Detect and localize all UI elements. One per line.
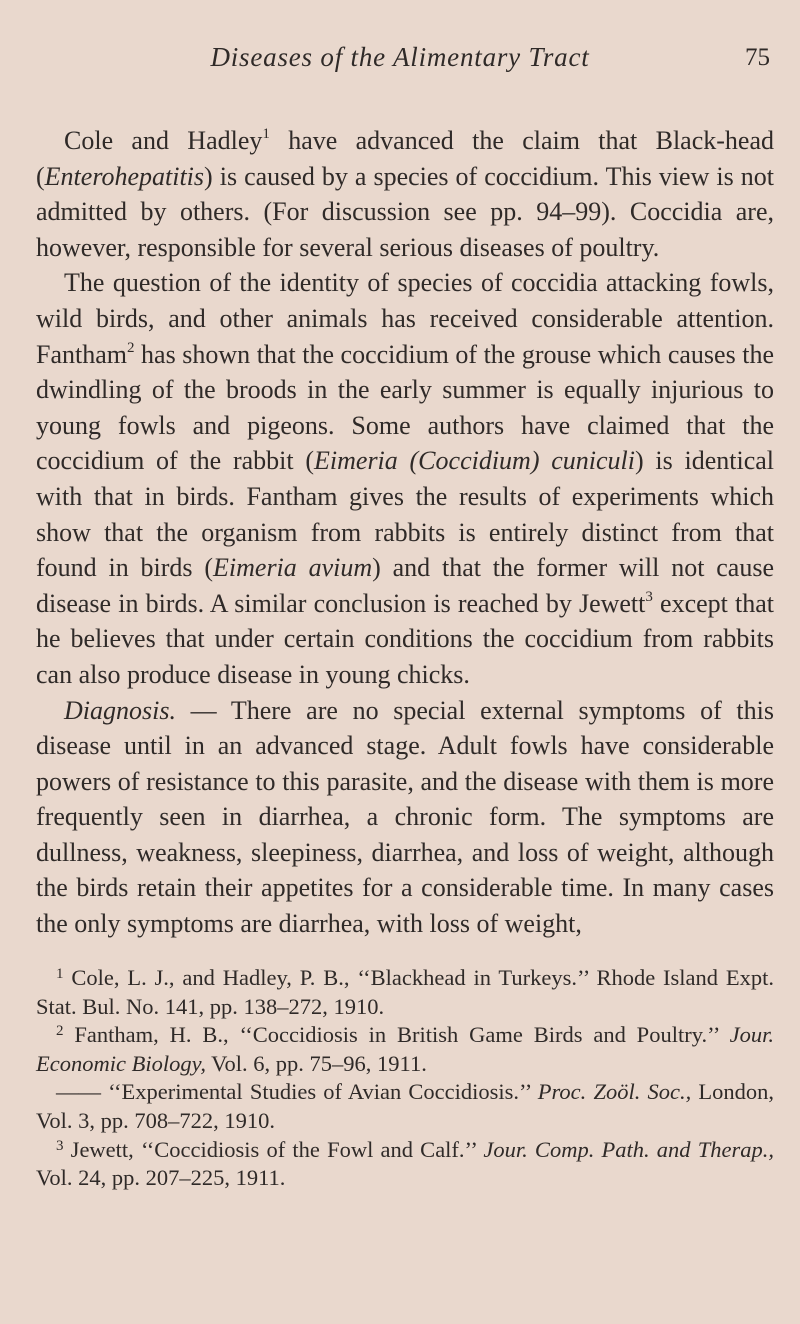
italic-citation: Jour. Economic Biology, bbox=[36, 1022, 774, 1076]
footnote-mark: 2 bbox=[56, 1023, 64, 1040]
paragraph-species-identity bbox=[36, 265, 774, 692]
text-run: The question of the identity of species of coccidia attacking fowls, wild birds, and other animals has received considerable attention. Fantham bbox=[36, 268, 774, 369]
body-text bbox=[36, 123, 774, 942]
text-run: except that he believes that under certain conditions the coccidium from rabbits can also produce disease in young chicks. bbox=[36, 588, 774, 689]
text-run: Fantham, H. B., ‘‘Coccidiosis in British Game Birds and Poultry.’’ bbox=[63, 1022, 730, 1048]
text-run: has shown that the coccidium of the grouse which causes the dwindling of the broods in the early summer is equally injurious to young fowls and pigeons. Some authors have claimed that the coccidium of the rabbit ( bbox=[36, 339, 774, 476]
text-run: Cole and Hadley bbox=[64, 126, 263, 155]
running-head bbox=[0, 42, 800, 82]
footnote-2-continued bbox=[36, 1078, 774, 1135]
page-number: 75 bbox=[745, 44, 770, 71]
footnote-ref-1: 1 bbox=[262, 126, 270, 142]
footnote-mark: 3 bbox=[56, 1137, 64, 1154]
footnote-3 bbox=[36, 1136, 774, 1193]
text-run: Jewett, ‘‘Coccidiosis of the Fowl and Calf.’’ bbox=[63, 1136, 484, 1162]
paragraph-blackhead bbox=[36, 123, 774, 265]
footnotes bbox=[36, 964, 774, 1193]
italic-term: Eimeria avium bbox=[213, 553, 373, 583]
running-title: Diseases of the Alimentary Tract bbox=[210, 42, 590, 72]
text-run: Vol. 6, pp. 75–96, 1911. bbox=[205, 1050, 427, 1076]
italic-citation: Jour. Comp. Path. and Therap., bbox=[483, 1136, 774, 1162]
footnote-mark: 1 bbox=[56, 966, 64, 982]
text-run: ) and that the former will not cause disease in birds. A similar conclusion is reached by Jewett bbox=[36, 553, 774, 618]
footnote-ref-3: 3 bbox=[645, 588, 653, 605]
text-run: have advanced the claim that Black-head ( bbox=[36, 126, 774, 191]
text-run: London, Vol. 3, pp. 708–722, 1910. bbox=[36, 1079, 774, 1133]
text-run: Vol. 24, pp. 207–225, 1911. bbox=[36, 1165, 286, 1191]
footnote-1 bbox=[36, 964, 774, 1021]
italic-term: Enterohepatitis bbox=[44, 161, 205, 191]
text-run: —— ‘‘Experimental Studies of Avian Coccidiosis.’’ bbox=[56, 1079, 538, 1105]
italic-citation: Proc. Zoöl. Soc., bbox=[537, 1079, 692, 1105]
text-run: — There are no special external symptoms of this disease until in an advanced stage. Adult fowls have considerable powers of resistance to this parasite, and the disease with them is more frequently seen in diarrhea, a chronic form. The symptoms are dullness, weakness, sleepiness, diarrhea, and loss of weight, although the birds retain their appetites for a considerable time. In many cases the only symptoms are diarrhea, with loss of weight, bbox=[36, 695, 774, 939]
paragraph-diagnosis bbox=[36, 693, 774, 942]
text-run: ) is caused by a species of coccidium. This view is not admitted by others. (For discussion see pp. 94–99). Coccidia are, however, responsible for several serious diseases of poultry. bbox=[36, 161, 774, 262]
text-run: ) is identical with that in birds. Fantham gives the results of experiments which show that the organism from rabbits is entirely distinct from that found in birds ( bbox=[36, 446, 774, 583]
text-run: Cole, L. J., and Hadley, P. B., ‘‘Blackhead in Turkeys.’’ Rhode Island Expt. Stat. Bul. No. 141, pp. 138–272, 1910. bbox=[36, 965, 774, 1019]
footnote-2 bbox=[36, 1021, 774, 1078]
section-heading-diagnosis: Diagnosis. bbox=[64, 695, 176, 725]
footnote-ref-2: 2 bbox=[127, 339, 135, 356]
italic-term: Eimeria (Coccidium) cuniculi bbox=[314, 446, 635, 476]
